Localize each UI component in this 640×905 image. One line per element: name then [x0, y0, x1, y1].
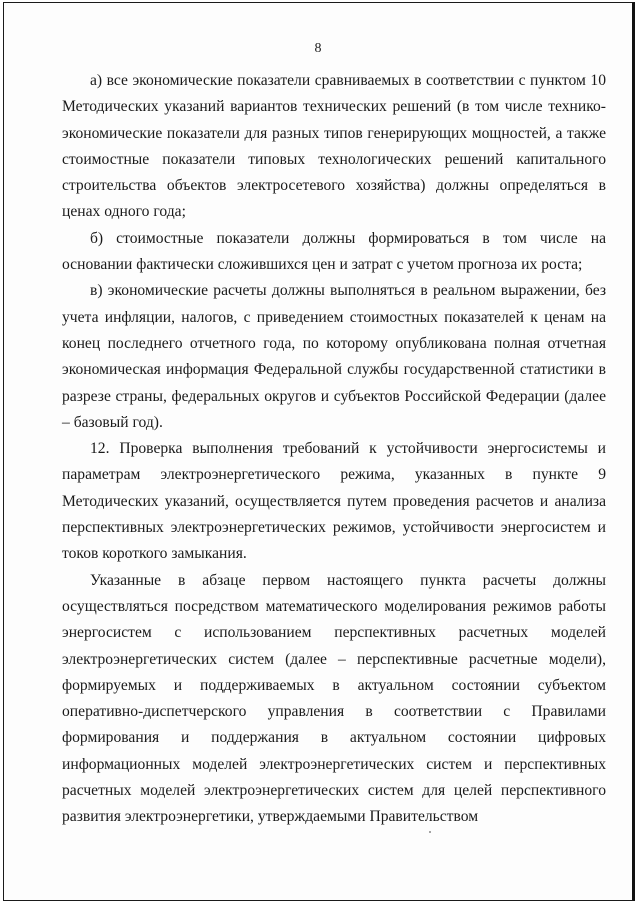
- scan-speck: [429, 831, 431, 833]
- paragraph-item-b: б) стоимостные показатели должны формироваться в том числе на основании фактически сложившихся цен и затрат с учетом прогноза их роста;: [62, 229, 606, 274]
- paragraph-section-12-continuation: Указанные в абзаце первом настоящего пункта расчеты должны осуществляться посредством математического моделирования режимов работы энергосистем с использованием перспективных расчетных моделей электроэнергетических систем (далее – перспективные расчетные модели), формируемых и поддерживаемых в актуальном состоянии субъектом оперативно-диспетчерского управления в соответствии с Правилами формирования и поддержания в актуальном состоянии цифровых информационных моделей электроэнергетических систем и перспективных расчетных моделей электроэнергетических систем для целей перспективного развития электроэнергетики, утверждаемыми Правительством: [62, 571, 606, 826]
- paragraph-section-12: 12. Проверка выполнения требований к устойчивости энергосистемы и параметрам электроэнергетического режима, указанных в пункте 9 Методических указаний, осуществляется путем проведения расчетов и анализа перспективных электроэнергетических режимов, устойчивости энергосистем и токов короткого замыкания.: [62, 440, 606, 563]
- paragraph-item-v: в) экономические расчеты должны выполняться в реальном выражении, без учета инфляции, налогов, с приведением стоимостных показателей к ценам на конец последнего отчетного года, по которому опубликована полная отчетная экономическая информация Федеральной службы государственной статистики в разрезе страны, федеральных округов и субъектов Российской Федерации (далее – базовый год).: [62, 282, 606, 431]
- body-text: [62, 68, 606, 831]
- page-number: 8: [314, 41, 322, 56]
- paragraph-item-a: а) все экономические показатели сравниваемых в соответствии с пунктом 10 Методических указаний вариантов технических решений (в том числе технико-экономические показатели для разных типов генерирующих мощностей, а также стоимостные показатели типовых технологических решений капитального строительства объектов электросетевого хозяйства) должны определяться в ценах одного года;: [62, 72, 606, 221]
- document-page: [3, 2, 635, 901]
